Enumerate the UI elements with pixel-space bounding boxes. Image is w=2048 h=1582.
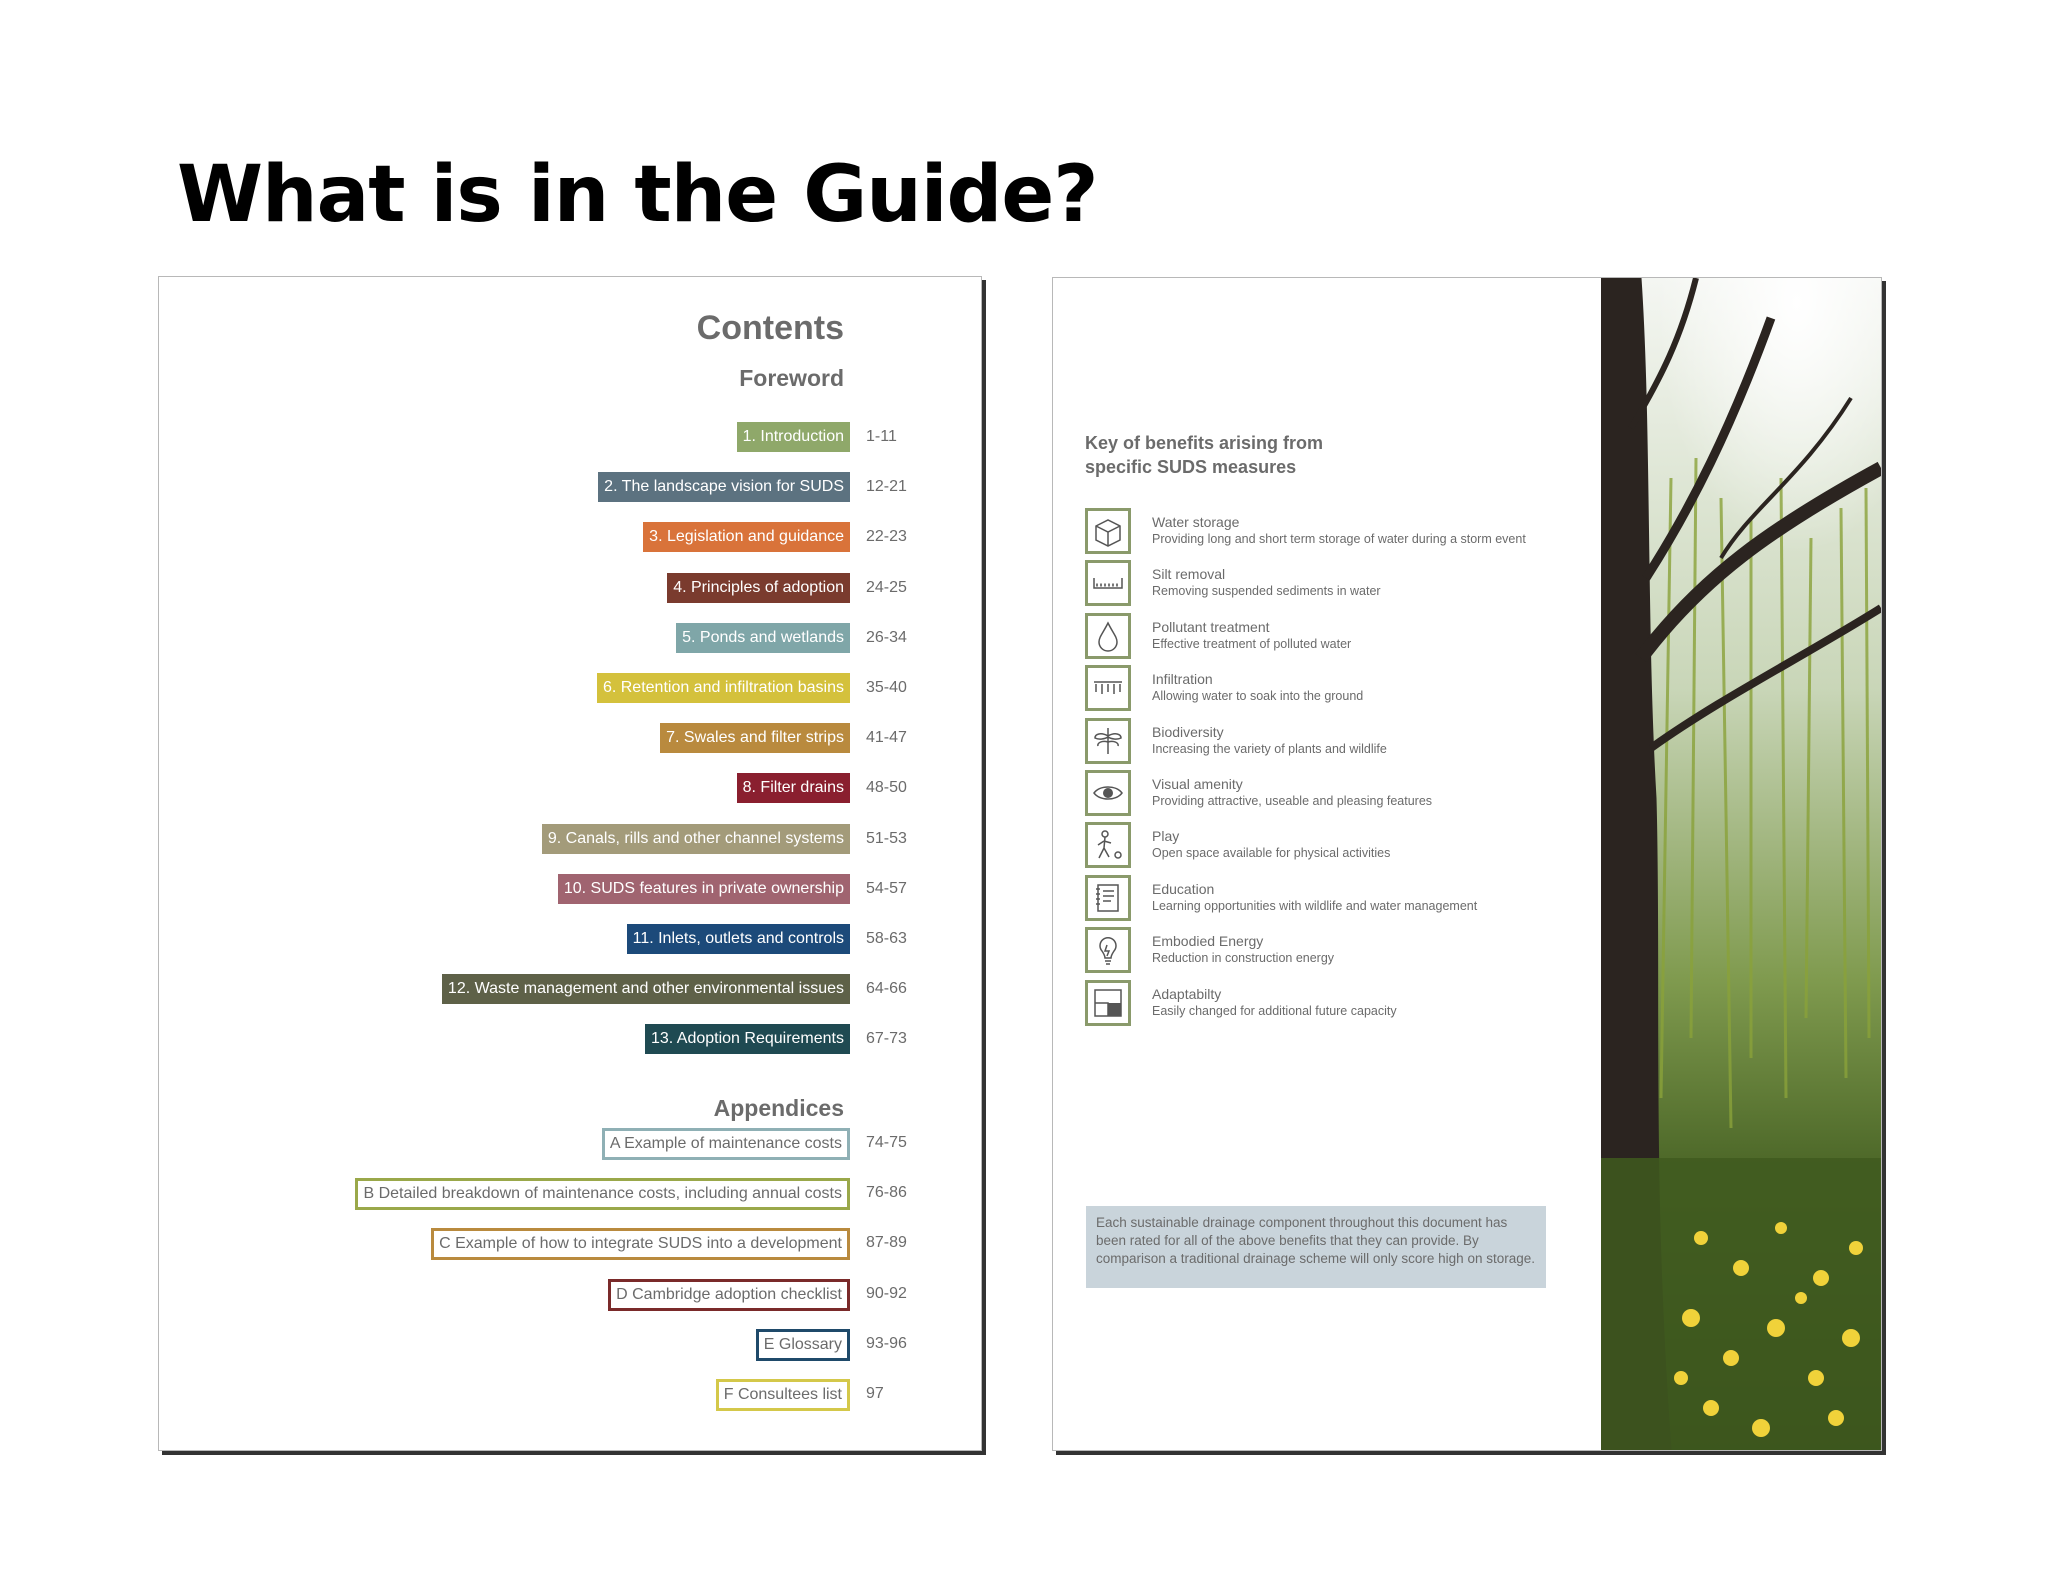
key-item bbox=[1085, 613, 1605, 665]
embodied-energy-icon bbox=[1085, 927, 1131, 973]
toc-chapter-row[interactable] bbox=[159, 1024, 981, 1054]
toc-appendix-label[interactable]: E Glossary bbox=[756, 1329, 850, 1361]
toc-appendix-row[interactable] bbox=[159, 1128, 981, 1158]
key-item-name: Adaptabilty bbox=[1152, 985, 1222, 1002]
key-item-description: Reduction in construction energy bbox=[1152, 951, 1335, 966]
toc-chapter-row[interactable] bbox=[159, 623, 981, 653]
toc-chapter-pages: 1-11 bbox=[866, 428, 897, 445]
key-item-description: Providing long and short term storage of water during a storm event bbox=[1152, 532, 1526, 546]
key-item-description: Effective treatment of polluted water bbox=[1152, 636, 1352, 651]
toc-chapter-row[interactable] bbox=[159, 773, 981, 803]
toc-chapter-label[interactable]: 8. Filter drains bbox=[737, 773, 850, 803]
toc-chapter-label[interactable]: 6. Retention and infiltration basins bbox=[597, 673, 850, 703]
key-item-name: Education bbox=[1152, 880, 1215, 897]
toc-chapter-pages: 22-23 bbox=[866, 528, 907, 546]
toc-appendix-pages: 97 bbox=[866, 1385, 884, 1402]
toc-appendix-pages: 90-92 bbox=[866, 1284, 907, 1302]
water-storage-icon bbox=[1085, 508, 1131, 554]
key-item bbox=[1085, 980, 1605, 1032]
toc-chapter-label[interactable]: 12. Waste management and other environmental issues bbox=[442, 974, 850, 1004]
toc-appendix-row[interactable] bbox=[159, 1329, 981, 1359]
key-item-name: Visual amenity bbox=[1152, 776, 1243, 792]
key-title: Key of benefits arising from specific SUDS measures bbox=[1085, 433, 1324, 477]
key-item-description: Easily changed for additional future capacity bbox=[1152, 1003, 1397, 1018]
toc-chapter-row[interactable] bbox=[159, 924, 981, 954]
key-item-name: Play bbox=[1152, 828, 1180, 845]
toc-chapter-pages: 58-63 bbox=[866, 930, 907, 947]
toc-appendix-pages: 93-96 bbox=[866, 1334, 907, 1352]
key-item-name: Water storage bbox=[1152, 514, 1240, 530]
toc-appendix-pages: 87-89 bbox=[866, 1234, 907, 1252]
key-item bbox=[1085, 560, 1605, 612]
key-item-description: Allowing water to soak into the ground bbox=[1152, 689, 1364, 704]
toc-chapter-label[interactable]: 2. The landscape vision for SUDS bbox=[598, 472, 850, 502]
toc-chapter-label[interactable]: 1. Introduction bbox=[737, 422, 850, 452]
key-note: Each sustainable drainage component throughout this document has been rated for all of the above benefits that they can provide. By comparison a traditional drainage scheme will only score high on storage. bbox=[1086, 1206, 1546, 1288]
toc-appendix-label[interactable]: C Example of how to integrate SUDS into a development bbox=[431, 1228, 850, 1260]
toc-chapter-label[interactable]: 10. SUDS features in private ownership bbox=[558, 874, 850, 904]
play-icon bbox=[1085, 822, 1131, 868]
key-item-description: Removing suspended sediments in water bbox=[1152, 584, 1381, 599]
toc-chapter-row[interactable] bbox=[159, 573, 981, 603]
appendices-heading: Appendices bbox=[713, 1095, 844, 1121]
toc-appendix-label[interactable]: F Consultees list bbox=[716, 1379, 850, 1411]
toc-chapter-pages: 51-53 bbox=[866, 829, 907, 847]
adaptability-icon bbox=[1085, 980, 1131, 1026]
toc-appendix-row[interactable] bbox=[159, 1279, 981, 1309]
toc-chapter-row[interactable] bbox=[159, 522, 981, 552]
pollutant-treatment-icon bbox=[1085, 613, 1131, 659]
toc-chapter-label[interactable]: 13. Adoption Requirements bbox=[645, 1024, 850, 1054]
toc-chapter-pages: 24-25 bbox=[866, 578, 907, 596]
toc-chapter-row[interactable] bbox=[159, 723, 981, 753]
key-item bbox=[1085, 665, 1605, 717]
key-page bbox=[1052, 277, 1882, 1451]
key-item-description: Providing attractive, useable and pleasing features bbox=[1152, 794, 1433, 808]
toc-chapter-row[interactable] bbox=[159, 974, 981, 1004]
toc-chapter-pages: 67-73 bbox=[866, 1030, 907, 1048]
toc-appendix-pages: 76-86 bbox=[866, 1184, 907, 1202]
toc-chapter-label[interactable]: 5. Ponds and wetlands bbox=[676, 623, 850, 653]
education-icon bbox=[1085, 875, 1131, 921]
toc-appendix-label[interactable]: D Cambridge adoption checklist bbox=[608, 1279, 850, 1311]
toc-chapter-pages: 12-21 bbox=[866, 478, 907, 496]
key-item-name: Silt removal bbox=[1152, 566, 1226, 583]
key-item bbox=[1085, 927, 1605, 979]
toc-chapter-row[interactable] bbox=[159, 824, 981, 854]
toc-appendix-label[interactable]: A Example of maintenance costs bbox=[602, 1128, 850, 1160]
key-item bbox=[1085, 718, 1605, 770]
toc-chapter-pages: 26-34 bbox=[866, 628, 907, 646]
toc-chapter-pages: 41-47 bbox=[866, 729, 907, 747]
toc-chapter-label[interactable]: 11. Inlets, outlets and controls bbox=[627, 924, 850, 954]
toc-chapter-pages: 64-66 bbox=[866, 980, 907, 998]
toc-appendix-row[interactable] bbox=[159, 1228, 981, 1258]
toc-chapter-row[interactable] bbox=[159, 874, 981, 904]
key-item-name: Infiltration bbox=[1152, 671, 1213, 688]
contents-page bbox=[158, 276, 982, 1451]
toc-appendix-label[interactable]: B Detailed breakdown of maintenance costs, including annual costs bbox=[355, 1178, 850, 1210]
toc-chapter-label[interactable]: 3. Legislation and guidance bbox=[643, 522, 850, 552]
silt-removal-icon bbox=[1085, 560, 1131, 606]
slide-title: What is in the Guide? bbox=[177, 150, 1098, 240]
biodiversity-icon bbox=[1085, 718, 1131, 764]
infiltration-icon bbox=[1085, 665, 1131, 711]
key-item bbox=[1085, 822, 1605, 874]
key-item bbox=[1085, 875, 1605, 927]
toc-chapter-label[interactable]: 7. Swales and filter strips bbox=[660, 723, 850, 753]
key-item bbox=[1085, 770, 1605, 822]
key-item-description: Open space available for physical activities bbox=[1152, 846, 1391, 861]
toc-chapter-pages: 48-50 bbox=[866, 779, 907, 797]
toc-chapter-label[interactable]: 9. Canals, rills and other channel systems bbox=[542, 824, 850, 854]
toc-chapter-row[interactable] bbox=[159, 673, 981, 703]
toc-chapter-row[interactable] bbox=[159, 472, 981, 502]
visual-amenity-icon bbox=[1085, 770, 1131, 816]
contents-heading: Contents bbox=[696, 309, 844, 347]
toc-chapter-pages: 35-40 bbox=[866, 679, 907, 696]
toc-appendix-pages: 74-75 bbox=[866, 1134, 907, 1151]
key-item-name: Pollutant treatment bbox=[1152, 618, 1270, 635]
willow-tree-photo bbox=[1601, 278, 1881, 1450]
key-item bbox=[1085, 508, 1605, 560]
toc-chapter-label[interactable]: 4. Principles of adoption bbox=[667, 573, 850, 603]
toc-chapter-row[interactable] bbox=[159, 422, 981, 452]
key-item-name: Embodied Energy bbox=[1152, 933, 1264, 950]
toc-appendix-row[interactable] bbox=[159, 1178, 981, 1208]
key-item-name: Biodiversity bbox=[1152, 723, 1224, 740]
key-item-description: Learning opportunities with wildlife and water management bbox=[1152, 898, 1478, 913]
toc-appendix-row[interactable] bbox=[159, 1379, 981, 1409]
key-item-description: Increasing the variety of plants and wildlife bbox=[1152, 741, 1387, 756]
toc-chapter-pages: 54-57 bbox=[866, 879, 907, 897]
foreword-heading: Foreword bbox=[739, 365, 844, 391]
